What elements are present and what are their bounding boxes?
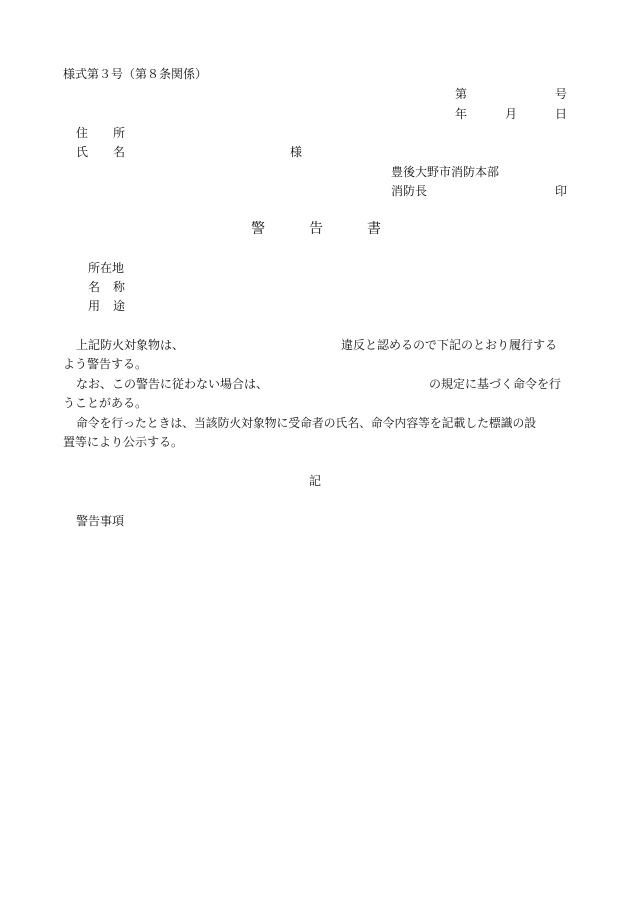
title-char-3: 書 bbox=[367, 221, 381, 237]
form-label: 様式第３号（第８条関係） bbox=[63, 67, 208, 81]
recipient-name-label-1: 氏 bbox=[76, 145, 89, 159]
body-para1-start: 上記防火対象物は、 bbox=[76, 338, 185, 352]
title-char-1: 警 bbox=[251, 221, 265, 237]
recipient-honorific: 様 bbox=[290, 145, 303, 159]
doc-date-year: 年 bbox=[455, 107, 468, 121]
doc-number-suffix: 号 bbox=[555, 87, 568, 101]
title-char-2: 告 bbox=[309, 221, 323, 237]
body-para3-line1: 命令を行ったときは、当該防火対象物に受命者の氏名、命令内容等を記載した標識の設 bbox=[76, 416, 537, 430]
property-name-label-1: 名 bbox=[88, 280, 101, 294]
property-location-label: 所在地 bbox=[88, 261, 125, 275]
body-para2-end: の規定に基づく命令を行 bbox=[429, 377, 562, 391]
body-para2-cont: うことがある。 bbox=[63, 396, 148, 410]
body-para1-cont: よう警告する。 bbox=[63, 357, 148, 371]
warning-items-label: 警告事項 bbox=[76, 514, 125, 528]
recipient-address-label-1: 住 bbox=[76, 126, 89, 140]
recipient-address-label-2: 所 bbox=[113, 126, 126, 140]
property-use-label-1: 用 bbox=[88, 299, 101, 313]
property-name-label-2: 称 bbox=[113, 280, 126, 294]
recipient-name-label-2: 名 bbox=[113, 145, 126, 159]
body-para3-line2: 置等により公示する。 bbox=[63, 435, 184, 449]
issuer-seal: 印 bbox=[555, 184, 568, 198]
ki-label: 記 bbox=[309, 474, 322, 488]
body-para2-start: なお、この警告に従わない場合は、 bbox=[76, 377, 269, 391]
body-para1-end: 違反と認めるので下記のとおり履行する bbox=[341, 338, 558, 352]
issuer-organization: 豊後大野市消防本部 bbox=[391, 165, 500, 179]
issuer-title: 消防長 bbox=[391, 184, 428, 198]
property-use-label-2: 途 bbox=[113, 299, 126, 313]
doc-date-month: 月 bbox=[505, 107, 518, 121]
doc-date-day: 日 bbox=[555, 107, 568, 121]
doc-number-prefix: 第 bbox=[455, 87, 468, 101]
